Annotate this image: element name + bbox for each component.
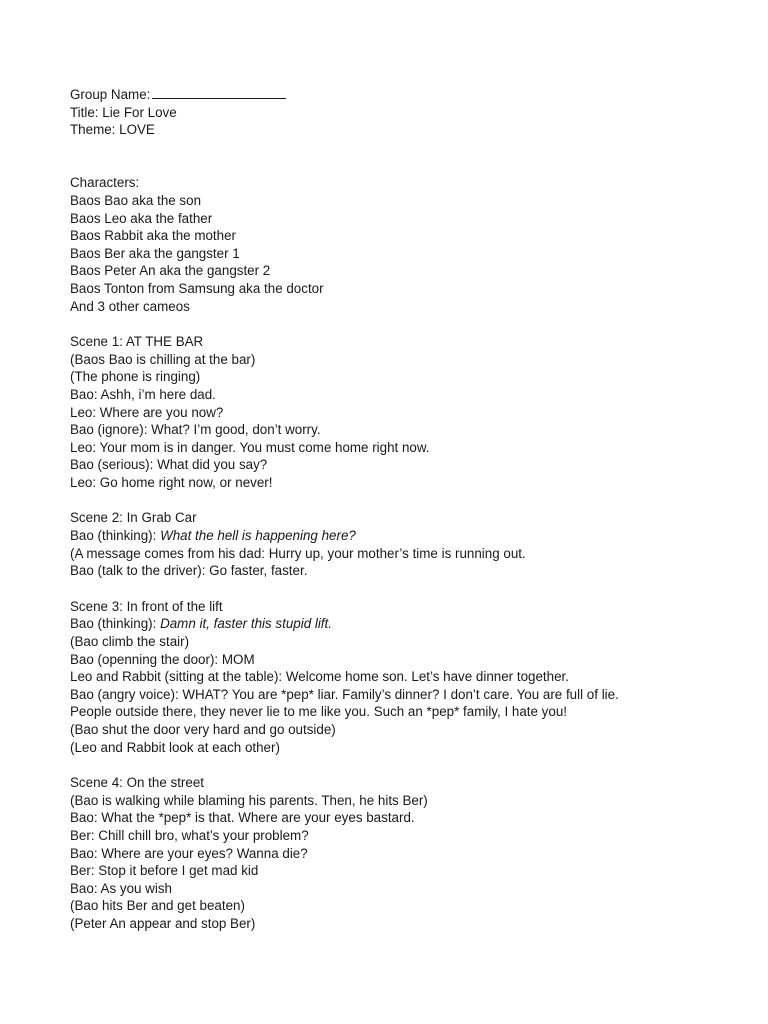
scene4-heading: Scene 4: On the street <box>70 775 204 790</box>
scene3-line: Bao (angry voice): WHAT? You are *pep* liar. Family’s dinner? I don’t care. You are full of lie. <box>70 686 619 702</box>
scene1-heading: Scene 1: AT THE BAR <box>70 333 204 349</box>
scene4-line: Ber: Stop it before I get mad kid <box>70 863 259 879</box>
group-name-label: Group Name: <box>70 87 151 102</box>
scene3-line: (Leo and Rabbit look at each other) <box>70 739 280 755</box>
group-name-line <box>70 86 750 104</box>
script-document <box>70 86 750 933</box>
theme-line: Theme: LOVE <box>70 122 155 138</box>
scene4-line: (Peter An appear and stop Ber) <box>70 916 256 932</box>
scene4-line: Bao: What the *pep* is that. Where are your eyes bastard. <box>70 810 415 826</box>
character-item: Baos Bao aka the son <box>70 192 202 208</box>
scene1-line: Leo: Where are you now? <box>70 404 224 420</box>
character-item: Baos Leo aka the father <box>70 210 213 226</box>
scene1-line: (The phone is ringing) <box>70 369 201 385</box>
scene3-line: (Bao shut the door very hard and go outside) <box>70 722 336 738</box>
scene2-line: (A message comes from his dad: Hurry up, your mother’s time is running out. <box>70 545 526 561</box>
scene4-line: (Bao hits Ber and get beaten) <box>70 898 245 914</box>
scene1-line: Leo: Your mom is in danger. You must come home right now. <box>70 439 430 455</box>
scene1-line: (Baos Bao is chilling at the bar) <box>70 351 256 367</box>
scene3-line: People outside there, they never lie to me like you. Such an *pep* family, I hate you! <box>70 704 567 720</box>
characters-heading: Characters: <box>70 175 140 191</box>
scene3-line: Bao (openning the door): MOM <box>70 651 255 667</box>
scene3-line: (Bao climb the stair) <box>70 633 190 649</box>
scene2-heading: Scene 2: In Grab Car <box>70 510 197 526</box>
thinking-prefix: Bao (thinking): <box>70 528 161 544</box>
scene1-line: Bao (serious): What did you say? <box>70 457 268 473</box>
scene4-line: (Bao is walking while blaming his parents. Then, he hits Ber) <box>70 792 428 808</box>
character-item: Baos Rabbit aka the mother <box>70 228 236 244</box>
spacer <box>70 756 750 774</box>
spacer <box>70 580 750 598</box>
character-item: And 3 other cameos <box>70 298 190 314</box>
thinking-prefix: Bao (thinking): <box>70 616 161 632</box>
scene1-line: Bao: Ashh, i’m here dad. <box>70 386 216 402</box>
group-name-blank <box>152 86 286 99</box>
scene3-thinking-line <box>70 615 750 633</box>
scene2-line: Bao (talk to the driver): Go faster, faster. <box>70 563 308 579</box>
scene2-thinking-line <box>70 527 750 545</box>
scene4-line: Ber: Chill chill bro, what’s your problem? <box>70 827 309 843</box>
scene1-line: Leo: Go home right now, or never! <box>70 475 273 491</box>
character-item: Baos Tonton from Samsung aka the doctor <box>70 281 324 297</box>
spacer <box>70 139 750 174</box>
scene4-line: Bao: Where are your eyes? Wanna die? <box>70 845 308 861</box>
thinking-text: What the hell is happening here? <box>160 528 356 544</box>
spacer <box>70 492 750 510</box>
spacer <box>70 315 750 333</box>
title-line: Title: Lie For Love <box>70 104 177 120</box>
scene3-line: Leo and Rabbit (sitting at the table): Welcome home son. Let’s have dinner together. <box>70 669 569 685</box>
scene4-line: Bao: As you wish <box>70 880 172 896</box>
character-item: Baos Peter An aka the gangster 2 <box>70 263 271 279</box>
thinking-text: Damn it, faster this stupid lift. <box>160 616 332 632</box>
scene1-line: Bao (ignore): What? I’m good, don’t worry. <box>70 422 321 438</box>
character-item: Baos Ber aka the gangster 1 <box>70 245 240 261</box>
scene3-heading: Scene 3: In front of the lift <box>70 598 223 614</box>
